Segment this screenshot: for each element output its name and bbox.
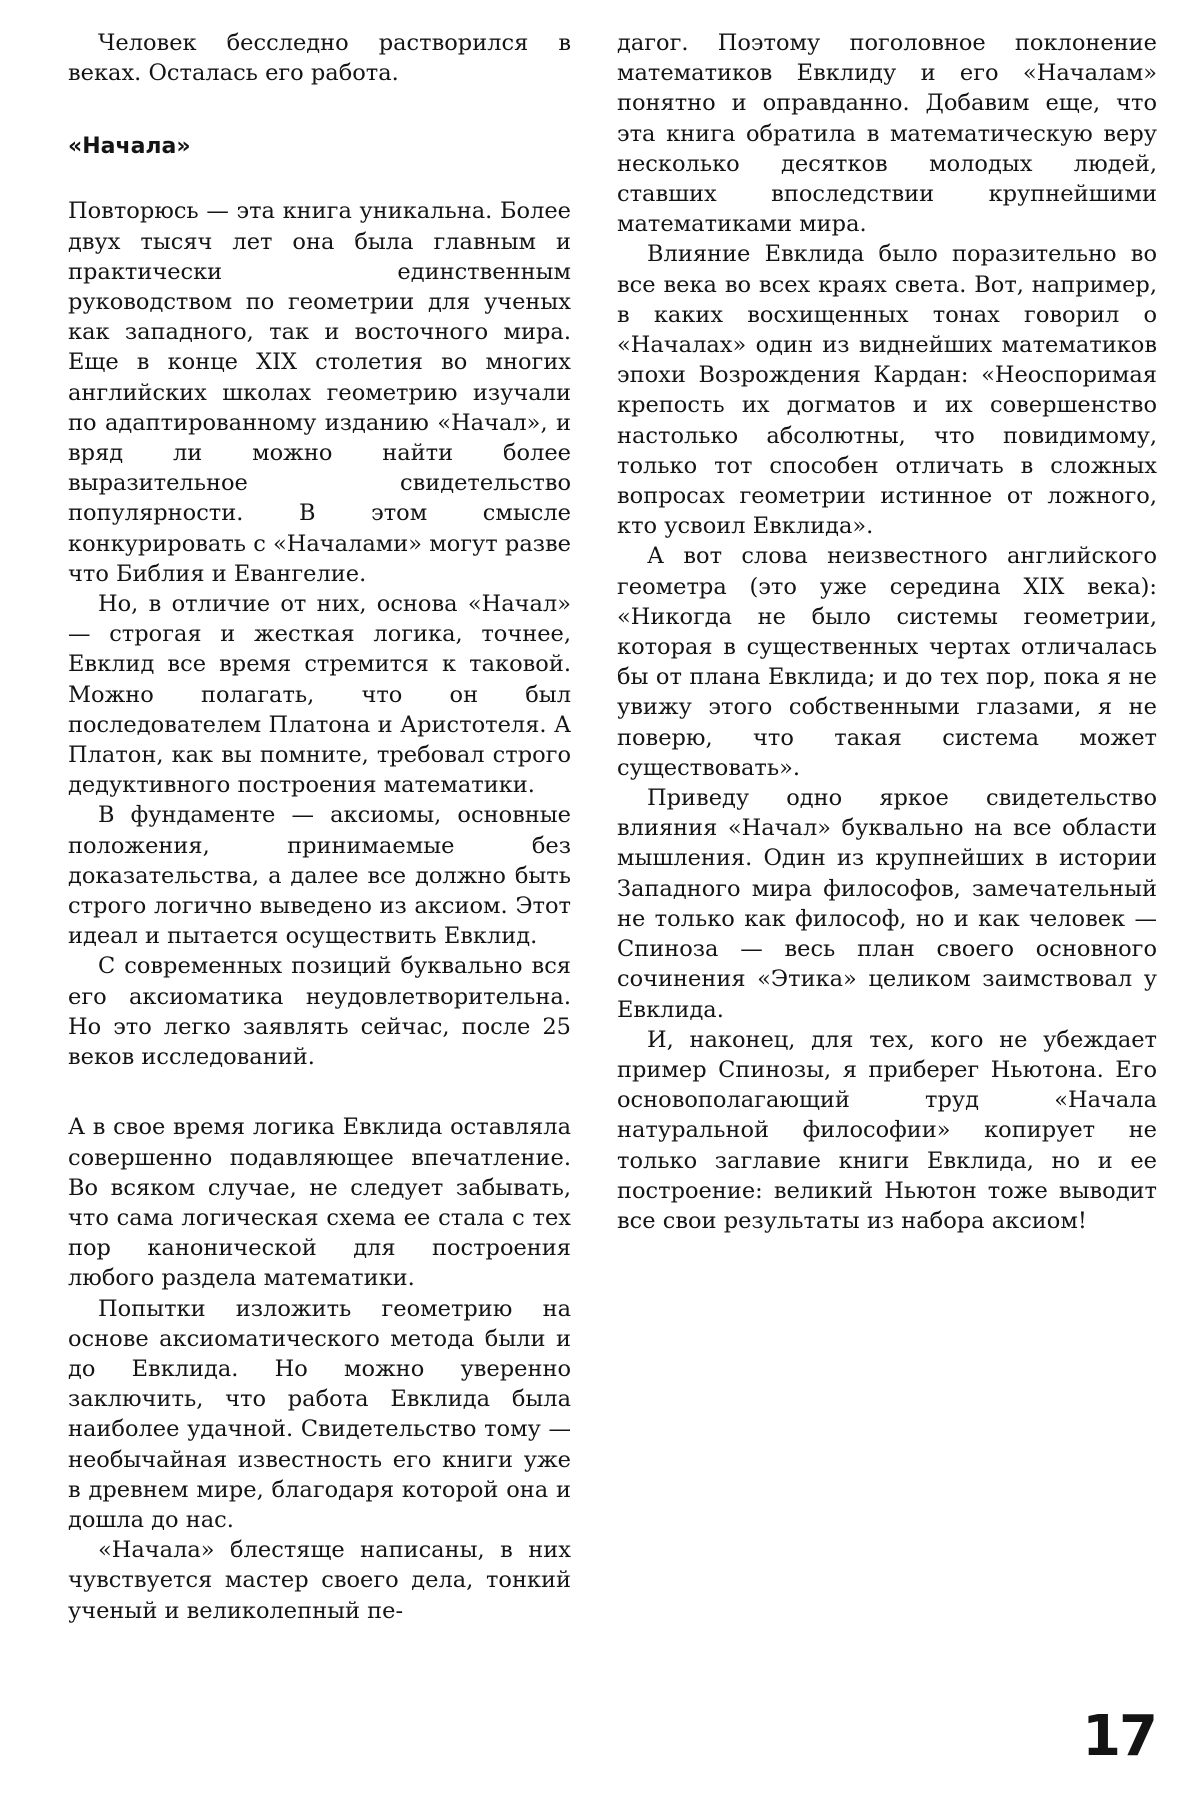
section-heading: «Начала» (68, 134, 191, 160)
paragraph: Повторюсь — эта книга уникальна. Более двух тысяч лет она была главным и практически единственным руководством по геометрии для ученых как западного, так и восточного мира. Еще в конце XIX столетия во многих английских школах геометрию изучали по адаптированному изданию «Начал», и вряд ли можно найти более выразительное свидетельство популярности. В этом смысле конкурировать с «Началами» могут разве что Библия и Евангелие. (68, 198, 571, 587)
paragraph: А вот слова неизвестного английского геометра (это уже середина XIX века): «Никогда не было системы геометрии, которая в существенных чертах отличалась бы от плана Евклида; и до тех пор, пока я не увижу этого собственными глазами, я не поверю, что такая система может существовать». (617, 543, 1157, 781)
paragraph: дагог. Поэтому поголовное поклонение математиков Евклиду и его «Началам» понятно и оправданно. Добавим еще, что эта книга обратила в математическую веру несколько десятков молодых людей, ставших впоследствии крупнейшими математиками мира. (617, 30, 1157, 238)
paragraph: Приведу одно яркое свидетельство влияния «Начал» буквально на все области мышления. Один из крупнейших в истории Западного мира философов, замечательный не только как философ, но и как человек — Спиноза — весь план своего основного сочинения «Этика» целиком заимствовал у Евклида. (617, 785, 1157, 1023)
paragraph: И, наконец, для тех, кого не убеждает пример Спинозы, я приберег Ньютона. Его основополагающий труд «Начала натуральной философии» копирует не только заглавие книги Евклида, но и ее построение: великий Ньютон тоже выводит все свои результаты из набора аксиом! (617, 1026, 1157, 1234)
right-column (617, 28, 1157, 1236)
paragraph: Влияние Евклида было поразительно во все века во всех краях света. Вот, например, в каких восхищенных тонах говорил о «Началах» один из виднейших математиков эпохи Возрождения Кардан: «Неоспоримая крепость их догматов и их совершенство настолько абсолютны, что повидимому, только тот способен отличать в сложных вопросах геометрии истинное от ложного, кто усвоил Евклида». (617, 241, 1157, 540)
paragraph: В фундаменте — аксиомы, основные положения, принимаемые без доказательства, а далее все должно быть строго логично выведено из аксиом. Этот идеал и пытается осуществить Евклид. (68, 802, 571, 950)
paragraph: Но, в отличие от них, основа «Начал» — строгая и жесткая логика, точнее, Евклид все время стремится к таковой. Можно полагать, что он был последователем Платона и Аристотеля. А Платон, как вы помните, требовал строго дедуктивного построения математики. (68, 591, 571, 799)
paragraph: Попытки изложить геометрию на основе аксиоматического метода были и до Евклида. Но можно уверенно заключить, что работа Евклида была наиболее удачной. Свидетельство тому — необычайная известность его книги уже в древнем мире, благодаря которой она и дошла до нас. (68, 1295, 571, 1533)
paragraph: А в свое время логика Евклида оставляла совершенно подавляющее впечатление. Во всяком случае, не следует забывать, что сама логическая схема ее стала с тех пор канонической для построения любого раздела математики. (68, 1114, 571, 1292)
left-column (68, 28, 571, 1626)
intro-paragraph: Человек бесследно растворился в веках. Осталась его работа. (68, 30, 571, 87)
paragraph: «Начала» блестяще написаны, в них чувствуется мастер своего дела, тонкий ученый и великолепный пе- (68, 1537, 571, 1624)
page-number: 17 (1082, 1704, 1156, 1769)
paragraph: С современных позиций буквально вся его аксиоматика неудовлетворительна. Но это легко заявлять сейчас, после 25 веков исследований. (68, 953, 571, 1071)
